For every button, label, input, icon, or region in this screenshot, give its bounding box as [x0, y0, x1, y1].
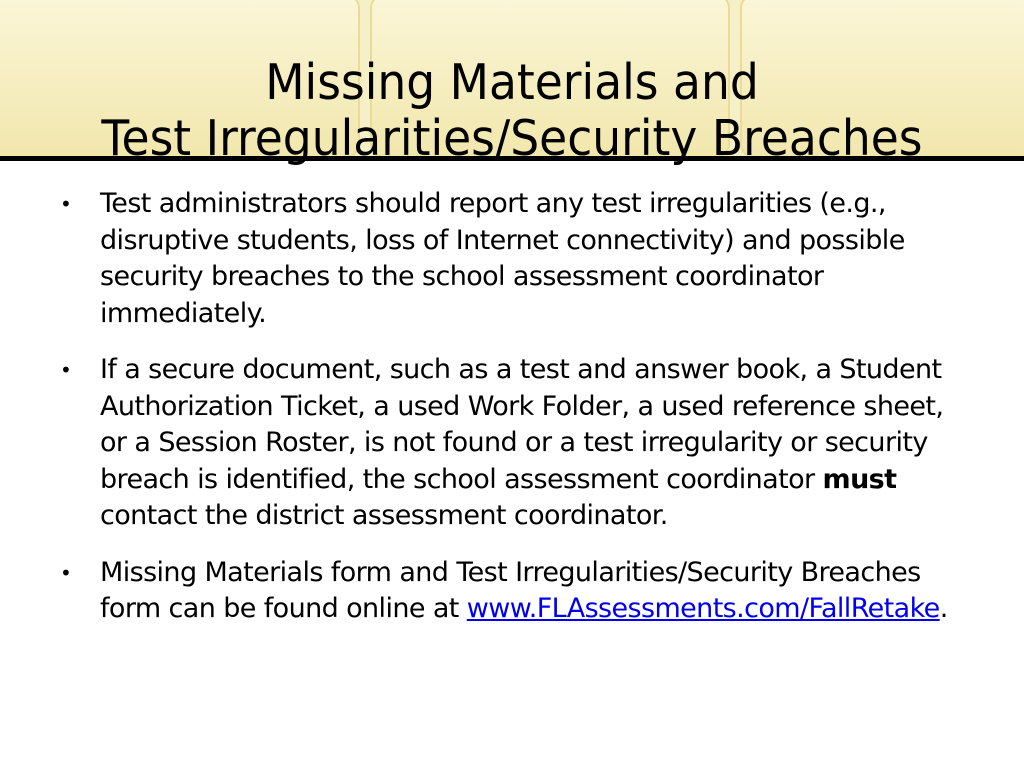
bullet-text: Test administrators should report any test irregularities (e.g., disruptive students, loss of Internet connectivity) and possible security breaches to the school assessment coordinator immediately. [100, 188, 905, 329]
bullet-icon: • [60, 560, 72, 585]
bullet-text: Missing Materials form and Test Irregularities/Security Breaches form can be found online at [100, 556, 921, 624]
bullet-text: If a secure document, such as a test and answer book, a Student Authorization Ticket, a used Work Folder, a used reference sheet, or a Session Roster, is not found or a test irregularity or security breach is identified, the school assessment coordinator [100, 354, 944, 495]
bullet-list [60, 186, 972, 648]
forms-link[interactable]: www.FLAssessments.com/FallRetake [466, 593, 940, 624]
bullet-emphasis: must [822, 463, 897, 495]
slide-title-line-1: Missing Materials and [265, 53, 759, 111]
bullet-item-forms-online [60, 555, 972, 628]
bullet-text: contact the district assessment coordinator. [100, 500, 668, 531]
bullet-icon: • [60, 358, 72, 382]
slide-title-line-2: Test Irregularities/Security Breaches [101, 109, 923, 167]
bullet-item-report-irregularities [60, 186, 972, 332]
bullet-text: . [939, 593, 948, 624]
slide-title [36, 55, 988, 167]
bullet-icon: • [60, 192, 72, 216]
bullet-item-secure-document [60, 352, 972, 535]
